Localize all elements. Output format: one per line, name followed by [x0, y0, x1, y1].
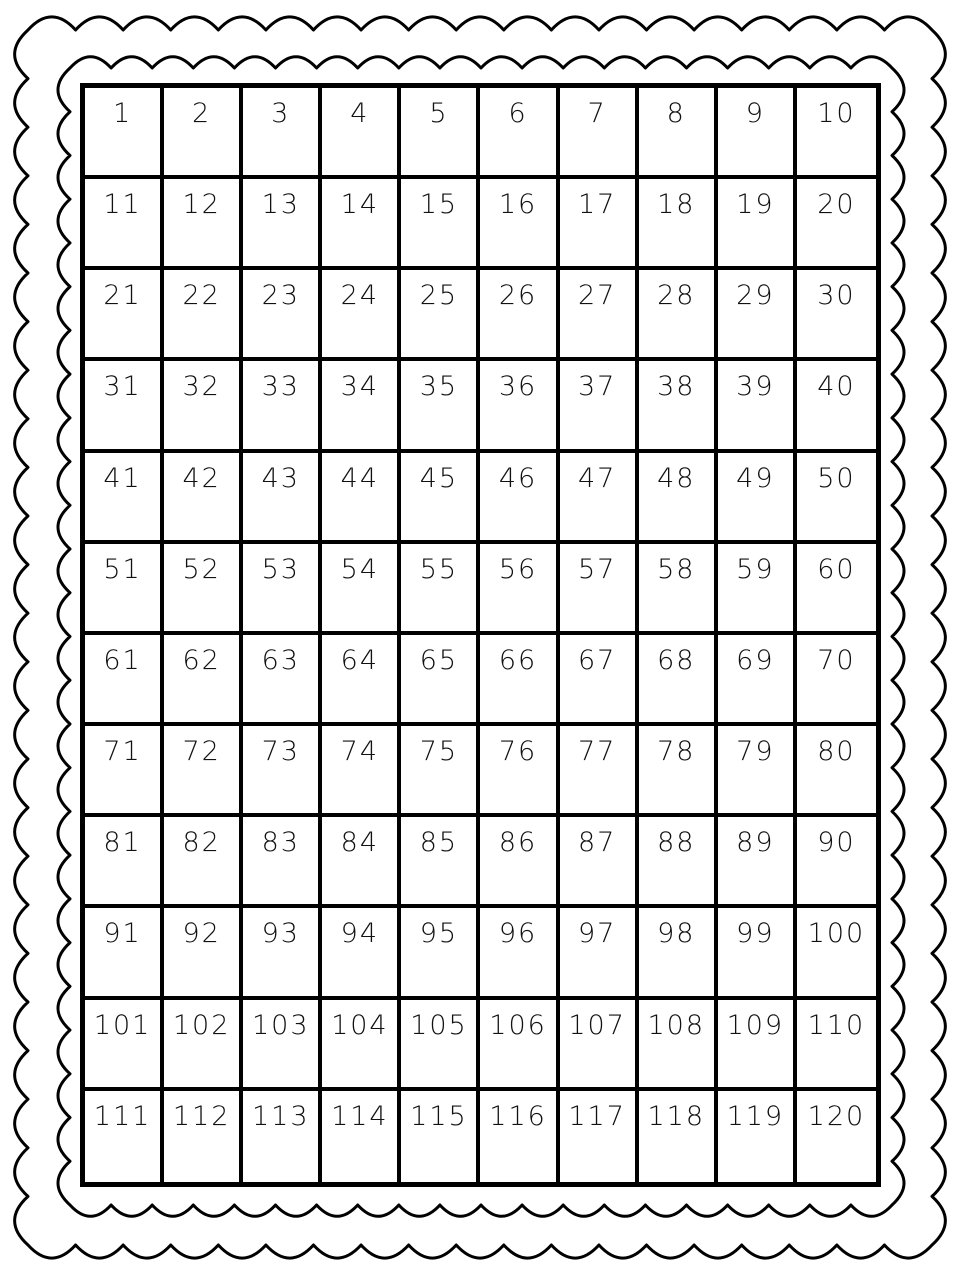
number-cell: 40 [797, 361, 876, 452]
number-cell: 89 [718, 817, 797, 908]
number-cell: 110 [797, 1000, 876, 1091]
number-cell: 5 [401, 88, 480, 179]
number-cell: 112 [164, 1091, 243, 1182]
number-cell: 44 [322, 453, 401, 544]
number-cell: 88 [639, 817, 718, 908]
number-cell: 38 [639, 361, 718, 452]
number-cell: 119 [718, 1091, 797, 1182]
number-cell: 69 [718, 635, 797, 726]
number-cell: 62 [164, 635, 243, 726]
number-cell: 51 [85, 544, 164, 635]
number-cell: 37 [560, 361, 639, 452]
number-cell: 115 [401, 1091, 480, 1182]
number-cell: 41 [85, 453, 164, 544]
number-cell: 99 [718, 908, 797, 999]
number-cell: 57 [560, 544, 639, 635]
number-cell: 3 [243, 88, 322, 179]
number-cell: 94 [322, 908, 401, 999]
number-cell: 46 [480, 453, 559, 544]
number-cell: 84 [322, 817, 401, 908]
number-cell: 6 [480, 88, 559, 179]
number-cell: 81 [85, 817, 164, 908]
number-cell: 48 [639, 453, 718, 544]
number-cell: 43 [243, 453, 322, 544]
number-cell: 63 [243, 635, 322, 726]
number-cell: 1 [85, 88, 164, 179]
number-cell: 24 [322, 270, 401, 361]
number-cell: 114 [322, 1091, 401, 1182]
number-cell: 35 [401, 361, 480, 452]
number-cell: 12 [164, 179, 243, 270]
number-cell: 101 [85, 1000, 164, 1091]
number-cell: 17 [560, 179, 639, 270]
number-cell: 26 [480, 270, 559, 361]
number-cell: 52 [164, 544, 243, 635]
number-cell: 7 [560, 88, 639, 179]
number-cell: 29 [718, 270, 797, 361]
number-cell: 79 [718, 726, 797, 817]
number-cell: 32 [164, 361, 243, 452]
number-cell: 72 [164, 726, 243, 817]
number-cell: 45 [401, 453, 480, 544]
number-cell: 105 [401, 1000, 480, 1091]
number-cell: 109 [718, 1000, 797, 1091]
number-cell: 59 [718, 544, 797, 635]
number-cell: 25 [401, 270, 480, 361]
number-cell: 98 [639, 908, 718, 999]
number-cell: 74 [322, 726, 401, 817]
number-cell: 102 [164, 1000, 243, 1091]
number-cell: 82 [164, 817, 243, 908]
number-cell: 70 [797, 635, 876, 726]
number-cell: 11 [85, 179, 164, 270]
number-cell: 53 [243, 544, 322, 635]
number-cell: 91 [85, 908, 164, 999]
number-cell: 54 [322, 544, 401, 635]
number-cell: 2 [164, 88, 243, 179]
number-cell: 65 [401, 635, 480, 726]
number-cell: 116 [480, 1091, 559, 1182]
number-cell: 8 [639, 88, 718, 179]
number-cell: 10 [797, 88, 876, 179]
number-cell: 36 [480, 361, 559, 452]
number-cell: 67 [560, 635, 639, 726]
number-cell: 117 [560, 1091, 639, 1182]
number-cell: 120 [807, 1100, 866, 1132]
number-cell: 13 [243, 179, 322, 270]
number-cell: 22 [164, 270, 243, 361]
number-cell: 92 [164, 908, 243, 999]
number-cell: 60 [797, 544, 876, 635]
number-cell: 76 [480, 726, 559, 817]
number-cell: 50 [797, 453, 876, 544]
number-cell: 64 [322, 635, 401, 726]
number-cell: 73 [243, 726, 322, 817]
number-cell: 80 [797, 726, 876, 817]
number-cell: 23 [243, 270, 322, 361]
number-chart-grid [80, 83, 881, 1187]
number-cell: 71 [85, 726, 164, 817]
number-cell: 86 [480, 817, 559, 908]
number-cell: 100 [797, 908, 876, 999]
number-cell: 96 [480, 908, 559, 999]
number-cell: 30 [797, 270, 876, 361]
number-cell: 47 [560, 453, 639, 544]
number-cell: 97 [560, 908, 639, 999]
number-cell: 28 [639, 270, 718, 361]
number-cell: 20 [797, 179, 876, 270]
number-cell: 31 [85, 361, 164, 452]
number-cell: 15 [401, 179, 480, 270]
number-cell: 107 [560, 1000, 639, 1091]
number-cell: 87 [560, 817, 639, 908]
number-cell: 106 [480, 1000, 559, 1091]
number-cell: 34 [322, 361, 401, 452]
number-cell: 111 [85, 1091, 164, 1182]
number-cell: 108 [639, 1000, 718, 1091]
number-cell: 78 [639, 726, 718, 817]
number-cell: 56 [480, 544, 559, 635]
number-cell: 42 [164, 453, 243, 544]
number-cell: 58 [639, 544, 718, 635]
number-cell: 93 [243, 908, 322, 999]
number-cell: 118 [639, 1091, 718, 1182]
number-cell: 77 [560, 726, 639, 817]
number-cell: 16 [480, 179, 559, 270]
number-cell: 33 [243, 361, 322, 452]
number-cell: 90 [797, 817, 876, 908]
number-cell: 27 [560, 270, 639, 361]
number-cell: 4 [322, 88, 401, 179]
number-cell: 75 [401, 726, 480, 817]
number-cell: 113 [243, 1091, 322, 1182]
number-cell: 85 [401, 817, 480, 908]
number-cell: 39 [718, 361, 797, 452]
number-cell: 104 [322, 1000, 401, 1091]
number-cell: 14 [322, 179, 401, 270]
number-cell: 95 [401, 908, 480, 999]
number-cell: 66 [480, 635, 559, 726]
number-cell: 18 [639, 179, 718, 270]
number-cell: 68 [639, 635, 718, 726]
number-cell: 55 [401, 544, 480, 635]
number-cell: 9 [718, 88, 797, 179]
number-cell: 83 [243, 817, 322, 908]
number-cell: 49 [718, 453, 797, 544]
number-cell: 103 [243, 1000, 322, 1091]
number-cell: 21 [85, 270, 164, 361]
number-cell: 61 [85, 635, 164, 726]
number-cell: 19 [718, 179, 797, 270]
